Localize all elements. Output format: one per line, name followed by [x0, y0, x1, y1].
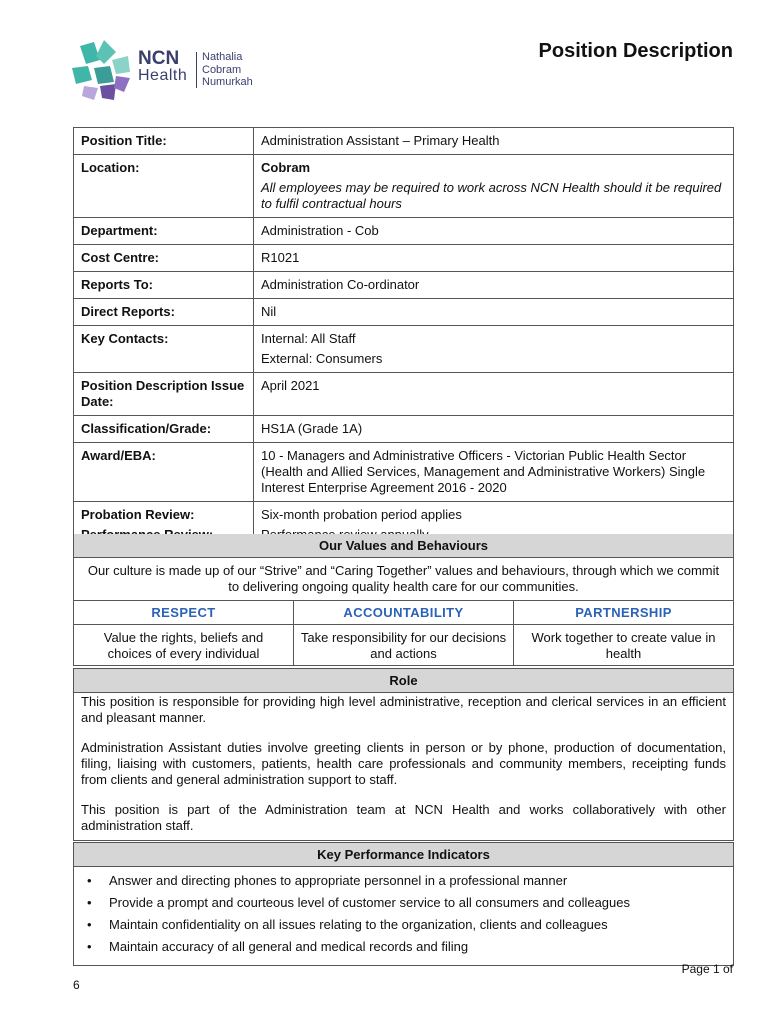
table-row: [74, 245, 734, 272]
role-paragraph: This position is responsible for providing high level administrative, reception and clerical services in an efficient and pleasant manner.: [81, 694, 726, 725]
key-contacts-external: External: Consumers: [261, 351, 383, 366]
value-title: RESPECT: [74, 601, 293, 625]
page-label: Page 1 of: [681, 962, 733, 976]
values-heading: Our Values and Behaviours: [74, 534, 733, 558]
kpi-body: [74, 867, 733, 965]
kpi-heading: Key Performance Indicators: [74, 842, 733, 867]
table-row: [74, 416, 734, 443]
values-intro: Our culture is made up of our “Strive” and “Caring Together” values and behaviours, through which we commit to delivering ongoing quality health care for our communities.: [87, 563, 720, 594]
values-section: [73, 534, 734, 666]
award-value: 10 - Managers and Administrative Officers - Victorian Public Health Sector (Health and Allied Services, Management and Administrative Workers) Single Interest Enterprise Agreement 2016 - 2020: [254, 443, 734, 502]
role-heading: Role: [74, 668, 733, 693]
value-desc: Value the rights, beliefs and choices of every individual: [103, 630, 264, 661]
direct-reports-value: Nil: [254, 299, 734, 326]
role-body: [74, 693, 733, 840]
logo-towns: [202, 51, 253, 89]
values-grid: [74, 600, 733, 665]
table-row: [74, 272, 734, 299]
position-info-table: [73, 127, 734, 549]
logo-brand-line2: Health: [138, 67, 188, 84]
list-item: • Maintain accuracy of all general and medical records and filing: [81, 939, 726, 955]
role-section: [73, 668, 734, 841]
logo-brand-line1: NCN: [138, 48, 180, 69]
key-contacts-label: Key Contacts:: [74, 326, 254, 373]
logo-town: Nathalia: [202, 51, 243, 63]
issue-date-value: April 2021: [254, 373, 734, 416]
value-respect: [74, 601, 294, 665]
value-partnership: [514, 601, 733, 665]
location-label: Location:: [74, 155, 254, 218]
ncn-logo-mark-icon: [70, 38, 134, 102]
table-row: [74, 128, 734, 155]
kpi-section: [73, 842, 734, 966]
reports-to-label: Reports To:: [74, 272, 254, 299]
position-title-value: Administration Assistant – Primary Health: [254, 128, 734, 155]
reports-to-value: Administration Co-ordinator: [254, 272, 734, 299]
ncn-health-logo: [70, 38, 270, 102]
value-desc: Take responsibility for our decisions and actions: [300, 630, 507, 661]
probation-label: Probation Review:: [81, 507, 195, 522]
logo-divider: [196, 52, 197, 88]
table-row: [74, 373, 734, 416]
issue-date-label: Position Description Issue Date:: [74, 373, 254, 416]
classification-value: HS1A (Grade 1A): [254, 416, 734, 443]
table-row: [74, 299, 734, 326]
cost-centre-value: R1021: [254, 245, 734, 272]
document-title: Position Description: [538, 40, 733, 62]
kpi-list: [81, 873, 726, 955]
cost-centre-label: Cost Centre:: [74, 245, 254, 272]
logo-town: Cobram: [202, 63, 242, 76]
award-label: Award/EBA:: [74, 443, 254, 502]
value-title: PARTNERSHIP: [514, 601, 733, 625]
value-desc: Work together to create value in health: [531, 630, 716, 661]
role-paragraph: Administration Assistant duties involve greeting clients in person or by phone, production of documentation, filing, liaising with customers, patients, health care professionals and community members, receipting funds from clients and general administration support to staff.: [81, 740, 726, 787]
department-value: Administration - Cob: [254, 218, 734, 245]
key-contacts-cell: [254, 326, 734, 373]
list-item: • Provide a prompt and courteous level of customer service to all consumers and colleagues: [81, 895, 726, 911]
value-accountability: [294, 601, 514, 665]
logo-town: Numurkah: [202, 76, 253, 88]
list-item: • Maintain confidentiality on all issues relating to the organization, clients and colleagues: [81, 917, 726, 933]
key-contacts-internal: Internal: All Staff: [261, 331, 356, 346]
list-item: • Answer and directing phones to appropriate personnel in a professional manner: [81, 873, 726, 889]
table-row: [74, 326, 734, 373]
position-title-label: Position Title:: [74, 128, 254, 155]
table-row: [74, 218, 734, 245]
page-total: 6: [73, 978, 80, 992]
location-value: Cobram: [261, 160, 311, 175]
direct-reports-label: Direct Reports:: [74, 299, 254, 326]
table-row: [74, 443, 734, 502]
location-cell: [254, 155, 734, 218]
logo-brand-text: [138, 50, 187, 84]
classification-label: Classification/Grade:: [74, 416, 254, 443]
probation-value: Six-month probation period applies: [261, 507, 462, 522]
value-title: ACCOUNTABILITY: [294, 601, 513, 625]
location-note: All employees may be required to work across NCN Health should it be required to fulfil contractual hours: [261, 180, 722, 211]
role-paragraph: This position is part of the Administration team at NCN Health and works collaboratively with other administration staff.: [81, 802, 726, 833]
department-label: Department:: [74, 218, 254, 245]
table-row: [74, 155, 734, 218]
